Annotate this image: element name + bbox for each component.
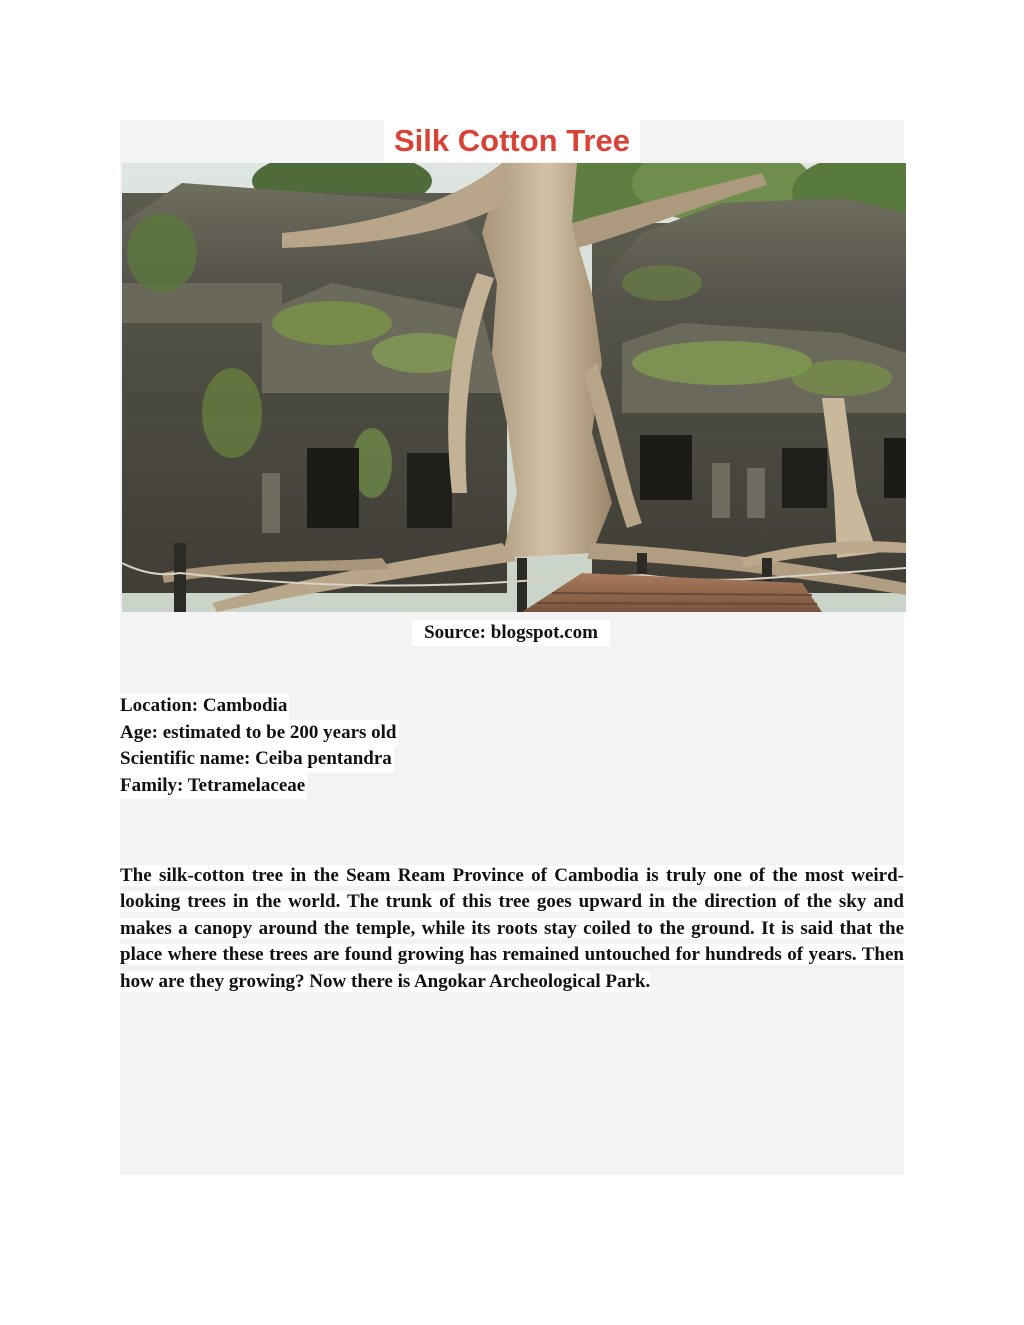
fact-family: Family: Tetramelaceae bbox=[120, 773, 307, 800]
temple-tree-photo bbox=[122, 163, 906, 612]
fact-age: Age: estimated to be 200 years old bbox=[120, 720, 399, 747]
description-paragraph bbox=[120, 863, 904, 995]
description-text: The silk-cotton tree in the Seam Ream Province of Cambodia is truly one of the most weird-looking trees in the world. The trunk of this tree goes upward in the direction of the sky and makes a canopy around the temple, while its roots stay coiled to the ground. It is said that the place where these trees are found growing has remained untouched for hundreds of years. Then how are they growing? Now there is Angokar Archeological Park. bbox=[120, 865, 904, 992]
image-source-caption: Source: blogspot.com bbox=[412, 620, 610, 646]
facts-list bbox=[120, 693, 399, 799]
fact-scientific-name: Scientific name: Ceiba pentandra bbox=[120, 746, 394, 773]
title-band bbox=[120, 120, 904, 162]
content-panel bbox=[120, 120, 904, 1175]
page-title: Silk Cotton Tree bbox=[384, 120, 640, 162]
fact-location: Location: Cambodia bbox=[120, 693, 289, 720]
